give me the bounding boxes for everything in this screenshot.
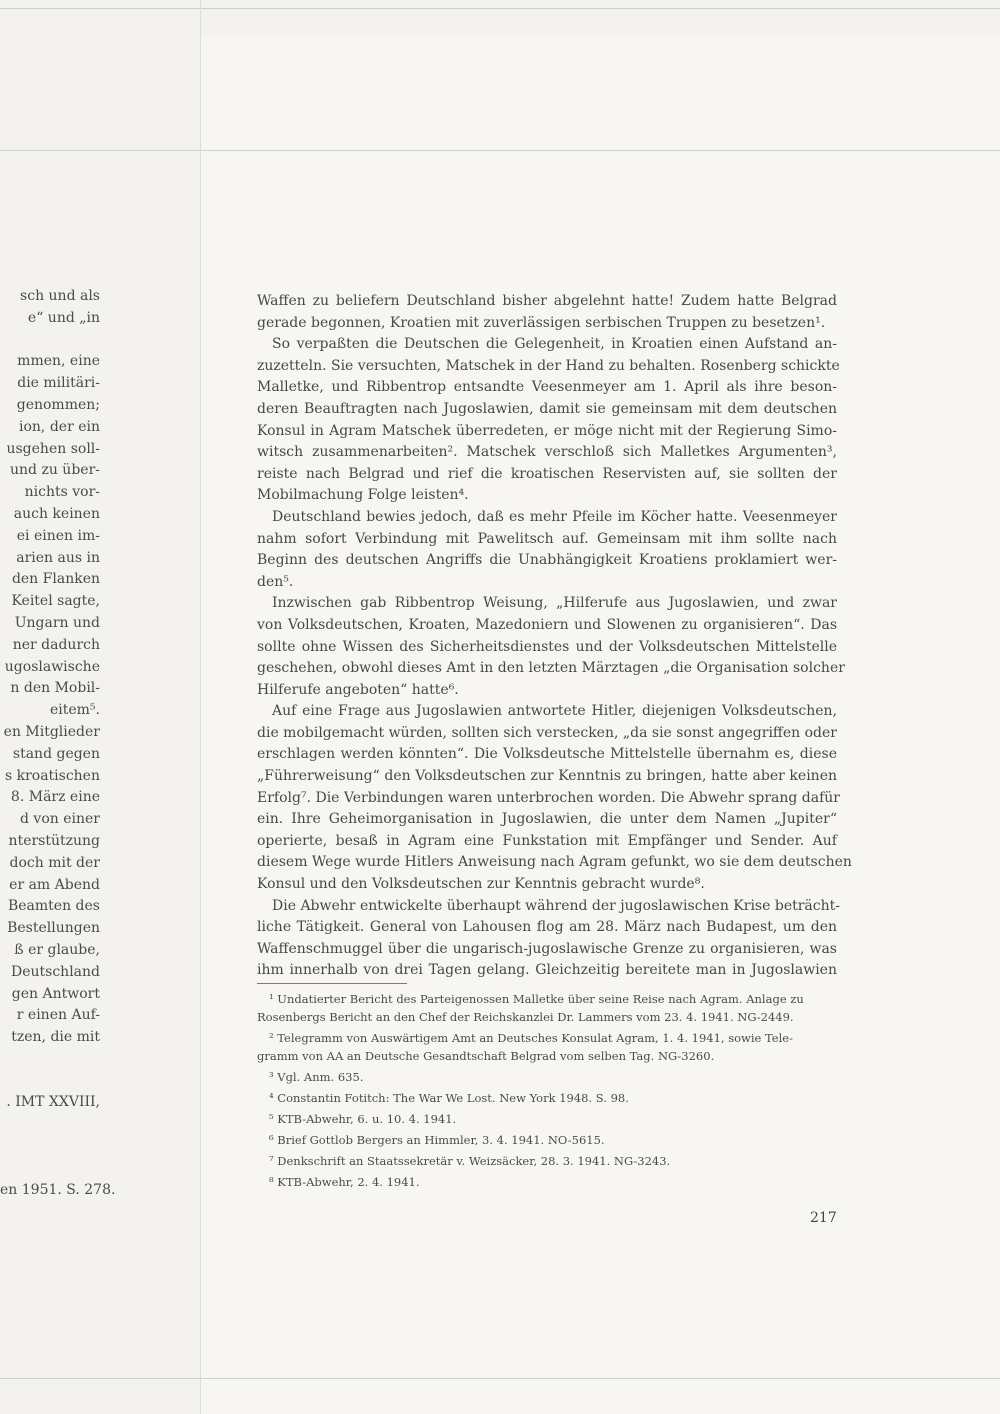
text-line: diesem Wege wurde Hitlers Anweisung nach Agram gefunkt, wo sie dem deutschen: [257, 854, 852, 871]
fragment-line: den Flanken: [11, 571, 100, 588]
footnote-line: ⁶ Brief Gottlob Bergers an Himmler, 3. 4. 1941. NO-5615.: [269, 1133, 605, 1147]
fragment-line: [0, 1071, 100, 1093]
footnote: [257, 1029, 837, 1065]
body-paragraph: [257, 593, 845, 701]
fragment-line: die militäri-: [17, 375, 100, 392]
footnotes: [257, 990, 837, 1194]
fragment-line: . IMT XXVIII,: [6, 1094, 100, 1111]
footnote-line: Rosenbergs Bericht an den Chef der Reichskanzlei Dr. Lammers vom 23. 4. 1941. NG-2449.: [257, 1010, 794, 1024]
scan-fold-mid: [0, 150, 1000, 151]
footnote-line: gramm von AA an Deutsche Gesandtschaft Belgrad vom selben Tag. NG-3260.: [257, 1049, 715, 1063]
fragment-line: Deutschland: [11, 963, 100, 980]
scan-fold-top: [0, 8, 1000, 9]
text-line: Erfolg⁷. Die Verbindungen waren unterbrochen worden. Die Abwehr sprang dafür: [257, 789, 841, 806]
fragment-line: Beamten des: [7, 898, 100, 915]
fragment-line: [0, 1114, 100, 1136]
text-line: So verpaßten die Deutschen die Gelegenheit, in Kroatien einen Aufstand an-: [272, 336, 837, 353]
text-line: gerade begonnen, Kroatien mit zuverlässigen serbischen Truppen zu besetzen¹.: [257, 314, 826, 331]
footnote: [257, 1131, 837, 1149]
text-line: Konsul in Agram Matschek überredeten, er möge nicht mit der Regierung Simo-: [257, 422, 837, 439]
fragment-line: [0, 1136, 100, 1158]
text-line: Konsul und den Volksdeutschen zur Kenntnis gebracht wurde⁸.: [257, 876, 705, 893]
text-line: geschehen, obwohl dieses Amt in den letzten Märztagen „die Organisation solcher: [257, 660, 845, 677]
fragment-line: [0, 1049, 100, 1071]
fragment-line: Keitel sagte,: [11, 593, 100, 610]
fragment-line: ion, der ein: [19, 418, 100, 435]
fragment-line: en Mitglieder: [3, 723, 100, 740]
fragment-line: Bestellungen: [7, 920, 100, 937]
fragment-line: eitem⁵.: [49, 702, 100, 719]
text-line: zuzetteln. Sie versuchten, Matschek in der Hand zu behalten. Rosenberg schickte: [257, 357, 840, 374]
text-line: Waffen zu beliefern Deutschland bisher abgelehnt hatte! Zudem hatte Belgrad: [257, 293, 837, 309]
fragment-line: ß er glaube,: [14, 941, 100, 958]
page-edge-divider: [200, 0, 201, 1414]
fragment-line: e“ und „in: [27, 309, 100, 326]
fragment-line: nterstützung: [8, 832, 100, 849]
fragment-line: ei einen im-: [16, 527, 100, 544]
footnote-line: ⁵ KTB-Abwehr, 6. u. 10. 4. 1941.: [269, 1112, 457, 1126]
page-number: 217: [810, 1210, 837, 1226]
text-line: Mobilmachung Folge leisten⁴.: [257, 487, 469, 504]
fragment-line: genommen;: [16, 396, 100, 413]
text-line: Die Abwehr entwickelte überhaupt während der jugoslawischen Krise beträcht-: [272, 897, 840, 914]
text-line: Inzwischen gab Ribbentrop Weisung, „Hilferufe aus Jugoslawien, und zwar: [272, 595, 837, 612]
underlying-page-fragment: [0, 286, 116, 1201]
fragment-line: stand gegen: [12, 745, 100, 762]
footnote: [257, 1173, 837, 1191]
text-line: den⁵.: [257, 573, 294, 590]
body-paragraph: [257, 701, 852, 895]
fragment-line: er am Abend: [9, 876, 100, 893]
fragment-line: d von einer: [20, 811, 100, 828]
footnote-line: ¹ Undatierter Bericht des Parteigenossen Malletke über seine Reise nach Agram. Anlage zu: [269, 992, 804, 1006]
footnote-line: ³ Vgl. Anm. 635.: [269, 1070, 364, 1084]
fragment-line: en 1951. S. 278.: [0, 1181, 116, 1198]
text-line: reiste nach Belgrad und rief die kroatischen Reservisten auf, sie sollten der: [257, 465, 837, 482]
text-line: Waffenschmuggel über die ungarisch-jugoslawische Grenze zu organisieren, was: [257, 940, 837, 957]
text-line: die mobilgemacht würden, sollten sich verstecken, „da sie sonst angegriffen oder: [257, 724, 837, 741]
fragment-line: Ungarn und: [14, 614, 100, 631]
fragment-line: 8. März eine: [10, 789, 100, 806]
fragment-line: mmen, eine: [17, 353, 100, 370]
footnote: [257, 1152, 837, 1170]
fragment-line: ner dadurch: [12, 636, 100, 653]
text-line: erschlagen werden könnten“. Die Volksdeutsche Mittelstelle übernahm es, diese: [257, 746, 837, 763]
text-line: witsch zusammenarbeiten². Matschek verschloß sich Malletkes Argumenten³,: [257, 444, 837, 461]
text-line: ihm innerhalb von drei Tagen gelang. Gleichzeitig bereitete man in Jugoslawien: [257, 962, 837, 979]
main-text-column: [257, 291, 852, 982]
footnote-line: ⁷ Denkschrift an Staatssekretär v. Weizsäcker, 28. 3. 1941. NG-3243.: [269, 1154, 671, 1168]
fragment-line: doch mit der: [9, 854, 100, 871]
footnote: [257, 1089, 837, 1107]
text-line: operierte, besaß in Agram eine Funkstation mit Empfänger und Sender. Auf: [257, 832, 837, 849]
fragment-line: [0, 330, 100, 352]
text-line: ein. Ihre Geheimorganisation in Jugoslawien, die unter dem Namen „Jupiter“: [257, 811, 837, 828]
text-line: deren Beauftragten nach Jugoslawien, damit sie gemeinsam mit dem deutschen: [257, 400, 837, 417]
fragment-line: s kroatischen: [4, 767, 100, 784]
text-line: Deutschland bewies jedoch, daß es mehr Pfeile im Köcher hatte. Veesenmeyer: [272, 508, 837, 525]
fragment-line: n den Mobil-: [10, 680, 100, 697]
fragment-line: r einen Auf-: [16, 1007, 100, 1024]
scan-fold-bottom: [0, 1378, 1000, 1379]
text-line: „Führerweisung“ den Volksdeutschen zur Kenntnis zu bringen, hatte aber keinen: [257, 768, 837, 785]
footnote: [257, 1110, 837, 1128]
text-line: liche Tätigkeit. General von Lahousen flog am 28. März nach Budapest, um den: [257, 919, 837, 936]
footnote: [257, 990, 837, 1026]
text-line: sollte ohne Wissen des Sicherheitsdienstes und der Volksdeutschen Mittelstelle: [257, 638, 837, 655]
fragment-line: sch und als: [20, 288, 100, 304]
footnote: [257, 1068, 837, 1086]
fragment-line: usgehen soll-: [6, 440, 100, 457]
fragment-line: auch keinen: [13, 505, 100, 522]
fragment-line: nichts vor-: [24, 484, 100, 501]
text-line: Auf eine Frage aus Jugoslawien antwortete Hitler, diejenigen Volksdeutschen,: [272, 703, 837, 720]
body-paragraph: [257, 896, 840, 982]
text-line: Hilferufe angeboten“ hatte⁶.: [257, 681, 459, 698]
footnote-line: ⁸ KTB-Abwehr, 2. 4. 1941.: [269, 1175, 420, 1189]
fragment-line: [0, 1158, 100, 1180]
fragment-line: ugoslawische: [4, 658, 100, 675]
body-paragraph: [257, 507, 837, 593]
footnote-line: ² Telegramm von Auswärtigem Amt an Deutsches Konsulat Agram, 1. 4. 1941, sowie Tele-: [269, 1031, 793, 1045]
fragment-line: arien aus in: [16, 549, 100, 566]
fragment-line: tzen, die mit: [11, 1029, 100, 1046]
body-paragraph: [257, 291, 837, 334]
text-line: Malletke, und Ribbentrop entsandte Veesenmeyer am 1. April als ihre beson-: [257, 379, 837, 396]
body-paragraph: [257, 334, 840, 507]
footnote-rule: [257, 983, 407, 984]
fragment-line: und zu über-: [10, 462, 100, 479]
text-line: nahm sofort Verbindung mit Pawelitsch auf. Gemeinsam mit ihm sollte nach: [257, 530, 837, 547]
text-line: Beginn des deutschen Angriffs die Unabhängigkeit Kroatiens proklamiert wer-: [257, 552, 837, 569]
text-line: von Volksdeutschen, Kroaten, Mazedoniern und Slowenen zu organisieren“. Das: [257, 616, 837, 633]
fragment-line: gen Antwort: [11, 985, 100, 1002]
footnote-line: ⁴ Constantin Fotitch: The War We Lost. New York 1948. S. 98.: [269, 1091, 629, 1105]
